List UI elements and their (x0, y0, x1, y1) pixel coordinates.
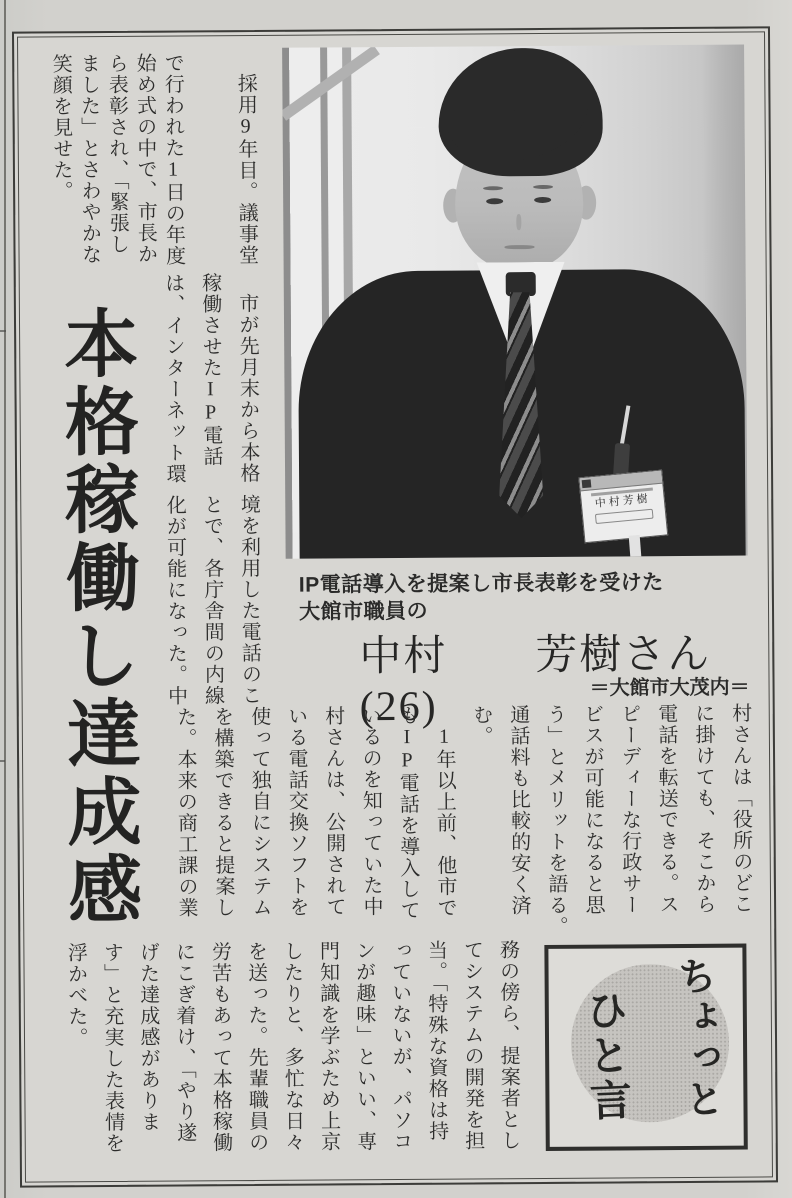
text-column: す」と充実した表情を (100, 941, 124, 1155)
adjacent-column-rule (4, 0, 6, 1198)
text-column: 始め式の中で、市長か (133, 52, 157, 265)
hitokoto-text-right: ちょっと (671, 954, 724, 1122)
badge-logo-icon (582, 479, 592, 488)
text-column: む。 (469, 704, 492, 747)
scan-edge-artifact (0, 760, 5, 762)
text-column: 電話を転送できる。ス (654, 703, 679, 916)
text-column: っていないが、パソコ (388, 939, 412, 1153)
person-nose (516, 214, 521, 230)
photo-caption-line1: IP電話導入を提案し市長表彰を受けた (298, 571, 664, 597)
text-column: た。本来の商工課の業 (173, 706, 198, 919)
text-column: で行われた1日の年度 (161, 52, 185, 267)
text-column: ら表彰され、「緊張し (105, 52, 129, 256)
text-column: を構築できると提案し (210, 706, 235, 919)
text-column: 笑顔を見せた。 (49, 53, 73, 202)
text-column: 門知識を学ぶため上京 (316, 940, 340, 1153)
text-column: 化が可能になった。中 (163, 494, 187, 707)
text-column: 浮かべた。 (64, 942, 88, 1049)
text-column: 市が先月末から本格 (235, 292, 260, 484)
text-column: 労苦もあって本格稼働 (208, 941, 232, 1154)
text-column: 当。「特殊な資格は持 (424, 939, 448, 1142)
subject-location: ＝大館市大茂内＝ (589, 676, 750, 700)
text-column: ビスが可能になると思 (580, 703, 605, 916)
hitokoto-box (544, 944, 747, 1151)
photo-caption-line2: 大館市職員の (298, 599, 429, 624)
text-column: は、インターネット環 (161, 272, 186, 485)
text-column: てシステムの開発を担 (460, 939, 484, 1152)
text-column: 稼働させたIP電話 (198, 272, 223, 468)
text-column: とで、各庁舎間の内線 (200, 494, 224, 707)
text-column: を送った。先輩職員の (244, 940, 268, 1154)
text-column: したりと、多忙な日々 (280, 940, 304, 1153)
text-column: う」とメリットを語る。 (543, 703, 568, 938)
text-column: もIP電話を導入して (395, 704, 420, 921)
subject-name: 中村 芳樹さん(26) (359, 631, 712, 731)
text-column: いるのを知っていた中 (358, 705, 383, 918)
text-column: いる電話交換ソフトを (284, 705, 309, 918)
text-column: ンが趣味」といい、専 (352, 940, 376, 1153)
headline-vertical: 本格稼働し達成感 (53, 304, 140, 930)
text-column: 村さんは「役所のどこ (728, 702, 753, 915)
text-column: げた達成感がありま (136, 941, 160, 1133)
text-column: 境を利用した電話のこ (237, 493, 261, 707)
text-column: 村さんは、公開されて (321, 705, 346, 918)
badge-name-text: 中村芳樹 (594, 492, 652, 511)
photo-of-subject (282, 45, 748, 559)
text-column: 通話料も比較的安く済 (506, 704, 531, 917)
text-column: 使って独自にシステム (247, 705, 272, 919)
hitokoto-text-left: ひと言 (579, 987, 631, 1125)
person-mouth (504, 245, 534, 249)
article-frame (12, 26, 778, 1187)
text-column: に掛けても、そこから (691, 702, 716, 915)
text-column: にこぎ着け、「やり遂 (172, 941, 196, 1144)
text-column: ました」とさわやかな (77, 53, 101, 266)
badge-footer-box (595, 509, 654, 524)
text-column: 採用9年目。議事堂 (234, 72, 258, 266)
text-column: 1年以上前、他市で (432, 725, 457, 919)
text-column: 務の傍ら、提案者とし (496, 939, 520, 1152)
badge-strap (629, 535, 642, 559)
name-badge (578, 470, 668, 544)
scan-edge-artifact (0, 330, 6, 332)
text-column: ピーディーな行政サー (617, 703, 642, 916)
